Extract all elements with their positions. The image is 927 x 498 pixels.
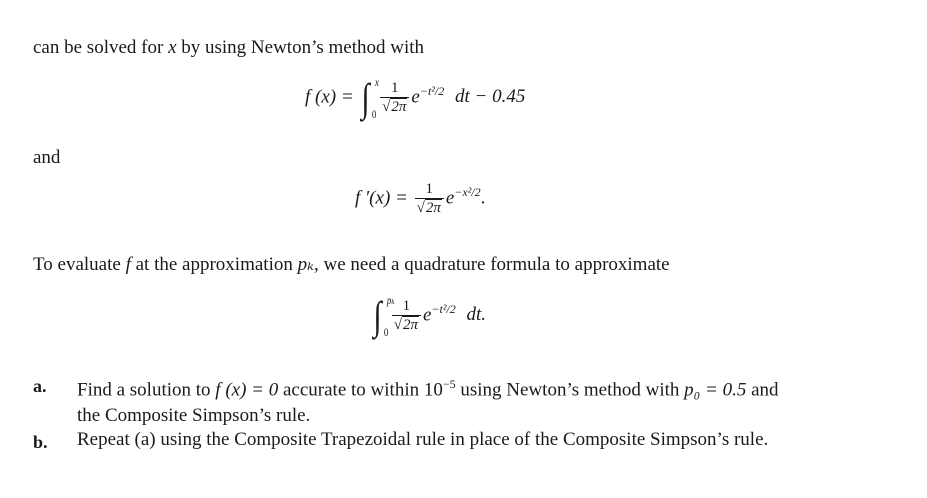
eq2-exp: −x²/2 [454, 185, 481, 200]
item-b-label: b. [33, 432, 48, 452]
item-a-line2: the Composite Simpson’s rule. [77, 405, 311, 427]
equation-fprime [355, 182, 485, 216]
eq3-den: √2π [392, 315, 421, 334]
item-a-tol-base: 10 [423, 379, 443, 401]
eq2-num: 1 [425, 181, 433, 197]
item-a-seg2: accurate to within [278, 379, 424, 401]
eq1-den-value: 2π [391, 98, 407, 115]
eq2-tail: . [480, 187, 486, 209]
eq3-tail: dt. [466, 304, 487, 326]
eq1-upper: x [375, 75, 380, 89]
intro-text [33, 38, 424, 57]
item-a-seg4: and [746, 379, 779, 401]
mid-pk: pₖ [297, 254, 315, 275]
mid-f: f [125, 254, 131, 275]
eq1-e: e [411, 86, 420, 108]
eq1-den: √2π [380, 97, 409, 116]
item-a-p0: p₀ = 0.5 [684, 379, 747, 401]
equation-integral [370, 293, 487, 339]
item-a-tol-exp: −5 [442, 377, 456, 391]
eq3-fraction [392, 299, 421, 333]
item-a-seg3: using Newton’s method with [455, 379, 685, 401]
eq3-exp: −t²/2 [431, 302, 456, 317]
mid-part2: at the approximation [130, 254, 298, 275]
mid-part1: To evaluate [33, 254, 126, 275]
eq3-upper: pₖ [386, 293, 395, 307]
eq2-lhs: f ′(x) = [355, 187, 408, 209]
eq3-e: e [422, 304, 432, 326]
item-a-label: a. [33, 376, 47, 396]
item-b-text: Repeat (a) using the Composite Trapezoidal rule in place of the Composite Simpson’s rule. [77, 429, 769, 450]
mid-part3: , we need a quadrature formula to approximate [314, 254, 670, 275]
eq1-exp: −t²/2 [419, 84, 445, 99]
intro-part2: by using Newton’s method with [176, 37, 425, 58]
eq2-den-value: 2π [425, 199, 441, 216]
eq1-tail: dt − 0.45 [454, 86, 526, 108]
integral-sign-2: ∫ pₖ 0 [373, 293, 395, 339]
item-a-line1 [77, 371, 779, 403]
integral-sign: ∫ x 0 [361, 75, 380, 121]
equation-f [305, 75, 526, 121]
item-a-text [77, 371, 779, 429]
intro-part1: can be solved for [33, 37, 169, 58]
eq3-lower: 0 [383, 325, 389, 339]
eq3-num: 1 [402, 297, 411, 314]
mid-text [33, 255, 670, 274]
eq3-den-value: 2π [402, 316, 418, 333]
eq1-lower: 0 [372, 107, 377, 121]
eq1-num: 1 [391, 79, 399, 96]
intro-var: x [168, 37, 177, 58]
eq2-fraction [415, 182, 444, 216]
eq2-den: √2π [415, 198, 444, 217]
and-word: and [33, 147, 61, 168]
item-a-seg1: Find a solution to [77, 379, 216, 401]
eq2-e: e [445, 187, 455, 209]
eq1-fraction [380, 81, 409, 115]
eq1-lhs: f (x) = [305, 86, 354, 108]
item-a-math: f (x) = 0 [215, 379, 279, 401]
